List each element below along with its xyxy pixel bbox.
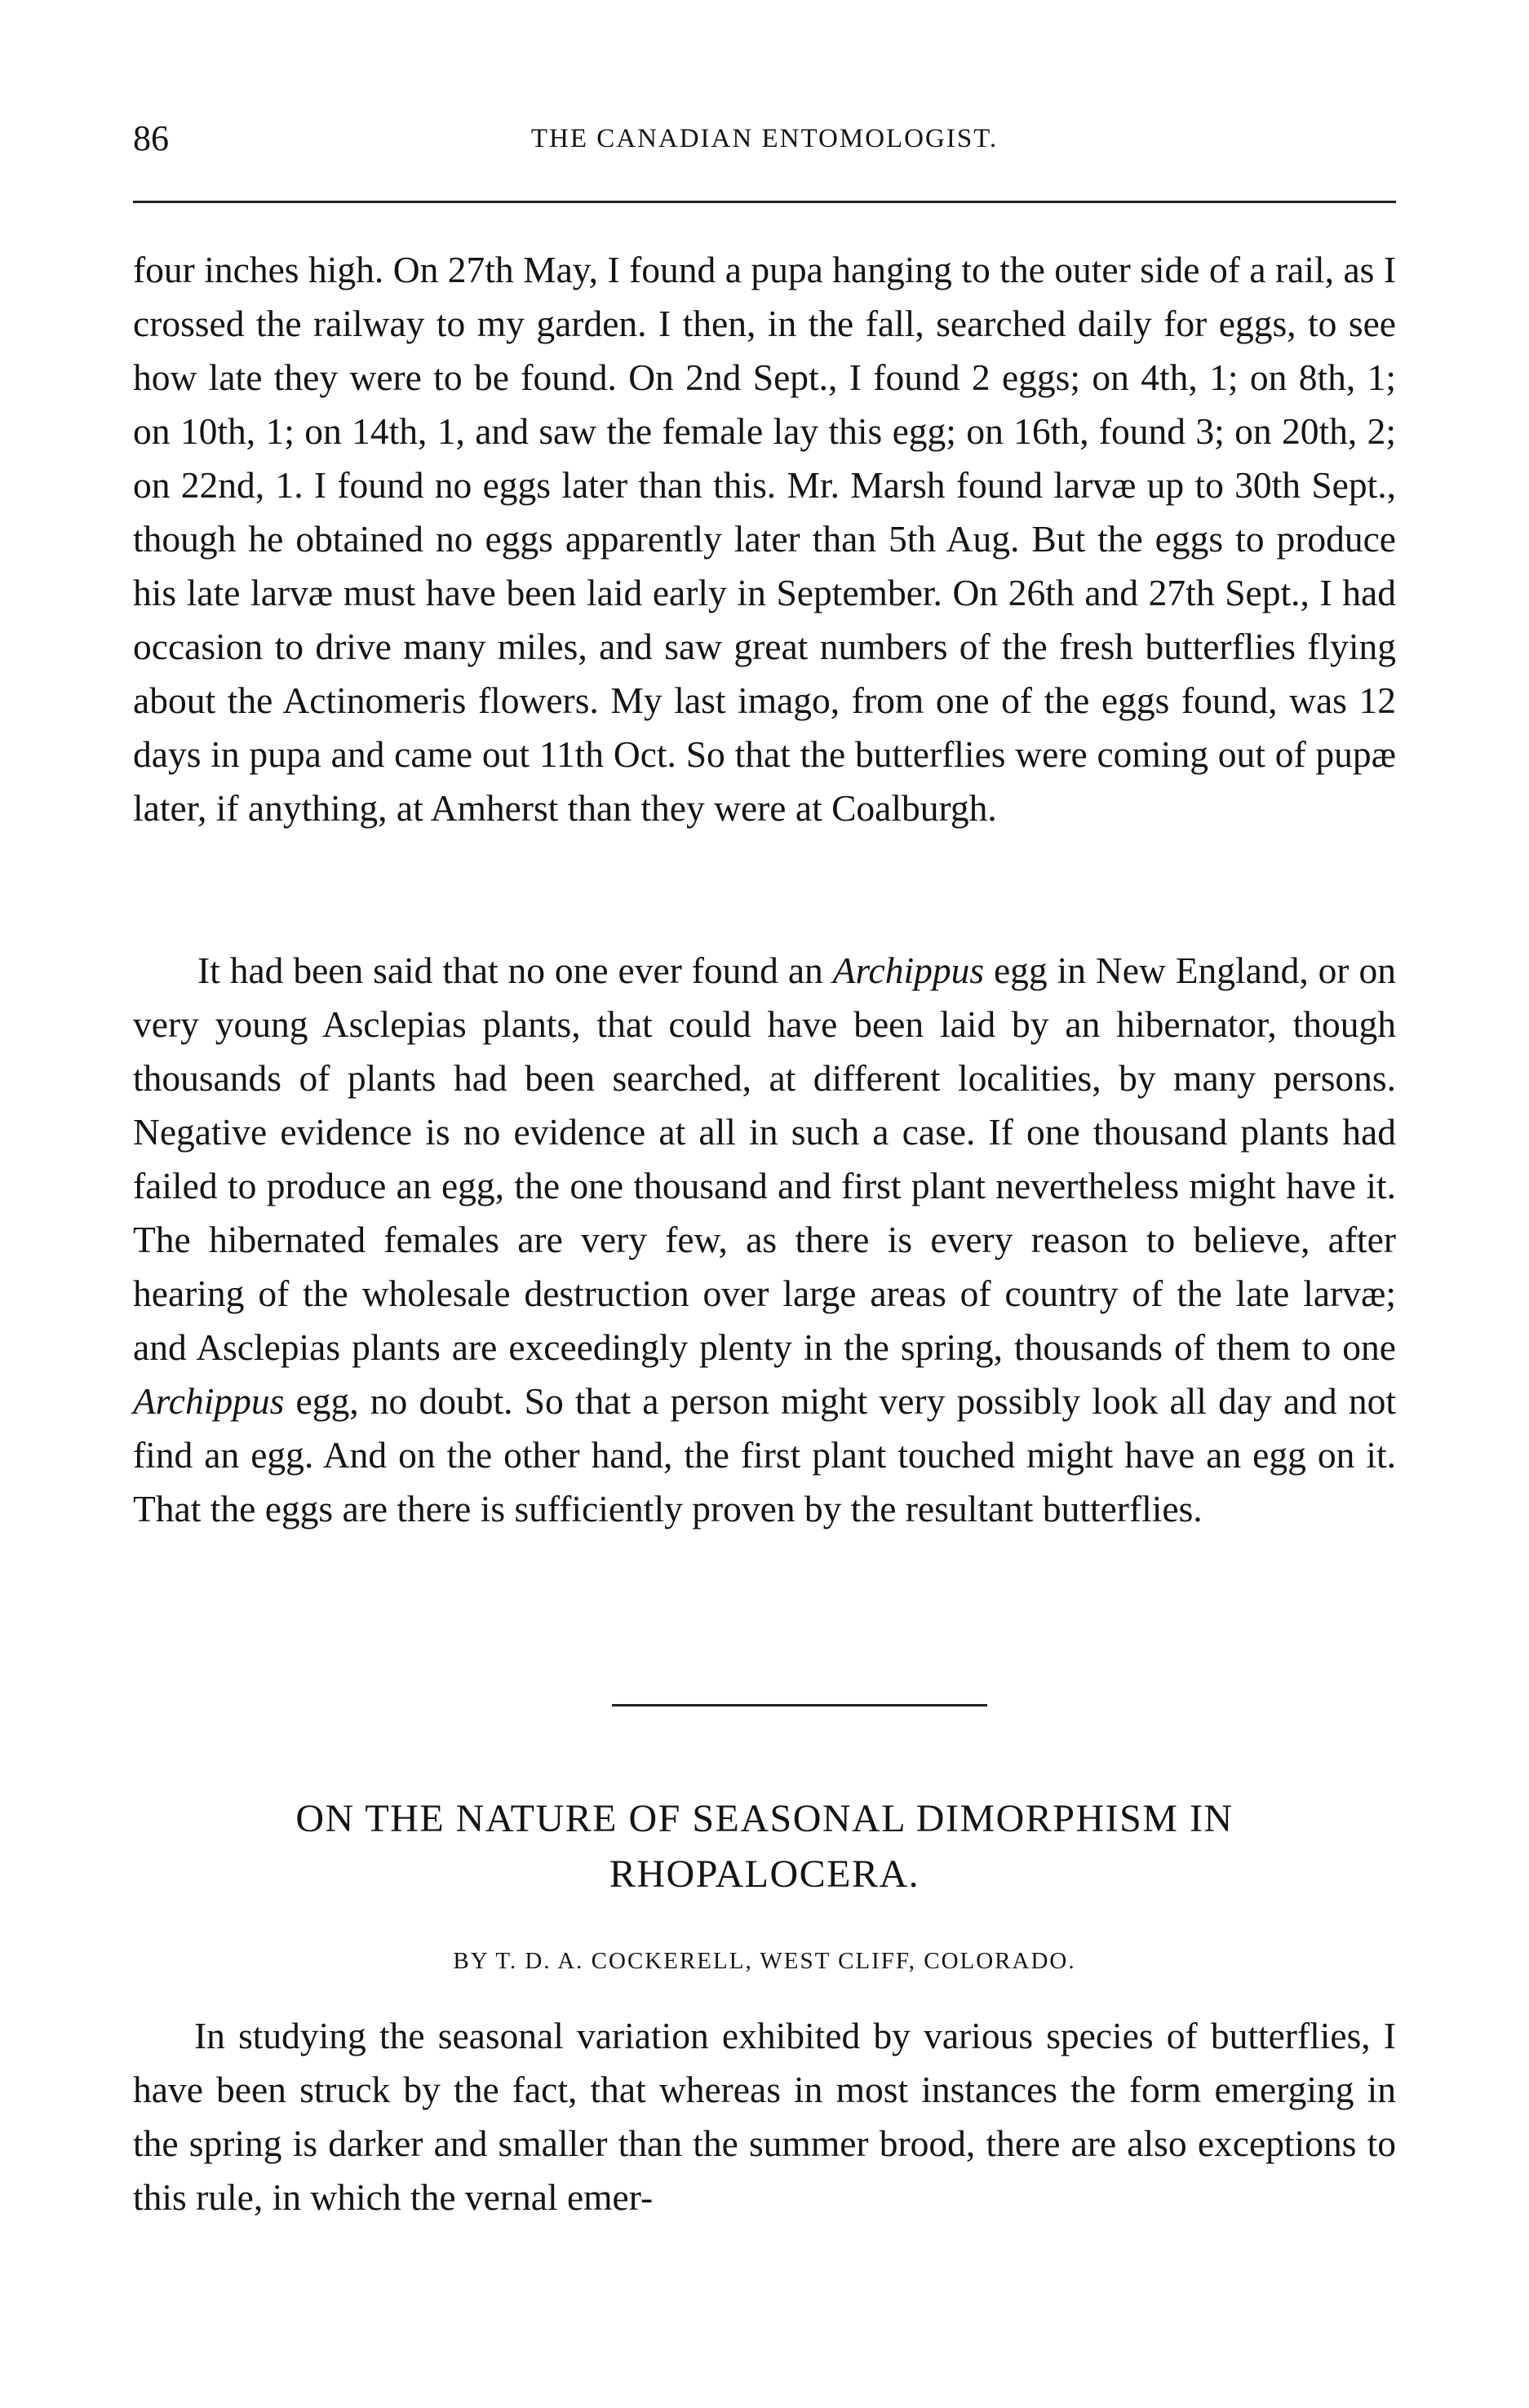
article-title xyxy=(133,1791,1396,1902)
article-paragraph-1 xyxy=(133,2009,1396,2224)
page-number: 86 xyxy=(133,118,169,158)
paragraph-text: four inches high. On 27th May, I found a pupa hanging to the outer side of a rail, as I crossed the railway to my garden. I then, in the fall, searched daily for eggs, to see how late they were to be found. On 2nd Sept., I found 2 eggs; on 4th, 1; on 8th, 1; on 10th, 1; on 14th, 1, and saw the female lay this egg; on 16th, found 3; on 20th, 2; on 22nd, 1. I found no eggs later than this. Mr. Marsh found larvæ up to 30th Sept., though he obtained no eggs apparently later than 5th Aug. But the eggs to produce his late larvæ must have been laid early in September. On 26th and 27th Sept., I had occasion to drive many miles, and saw great numbers of the fresh butterflies flying about the Actinomeris flowers. My last imago, from one of the eggs found, was 12 days in pupa and came out 11th Oct. So that the butterflies were coming out of pupæ later, if anything, at Amherst than they were at Coalburgh. xyxy=(133,249,1396,829)
text-run: egg in New England, or on very young Asclepias plants, that could have been laid by an hibernator, though thousands of plants had been searched, at different localities, by many persons. Negative evidence is no evidence at all in such a case. If one thousand plants had failed to produce an egg, the one thousand and first plant nevertheless might have it. The hibernated females are very few, as there is every reason to believe, after hearing of the wholesale destruction over large areas of country of the late larvæ; and Asclepias plants are exceedingly plenty in the spring, thousands of them to one xyxy=(133,949,1396,1368)
species-name: Archippus xyxy=(133,1380,285,1422)
page-header xyxy=(133,114,1396,163)
section-divider xyxy=(612,1704,987,1706)
species-name: Archippus xyxy=(832,949,985,991)
text-run: egg, no doubt. So that a person might very possibly look all day and not find an egg. And on the other hand, the first plant touched might have an egg on it. That the eggs are there is sufficiently proven by the resultant butterflies. xyxy=(133,1380,1396,1529)
running-head: THE CANADIAN ENTOMOLOGIST. xyxy=(530,124,999,153)
paragraph-text xyxy=(133,944,1396,1536)
paragraph-text: In studying the seasonal variation exhibited by various species of butterflies, I have been struck by the fact, that whereas in most instances the form emerging in the spring is darker and smaller than the summer brood, there are also exceptions to this rule, in which the vernal emer- xyxy=(133,2015,1396,2218)
text-run: It had been said that no one ever found an xyxy=(197,949,833,991)
article-title-line-2: RHOPALOCERA. xyxy=(609,1852,920,1896)
body-paragraph-2 xyxy=(133,944,1396,1536)
article-byline: BY T. D. A. COCKERELL, WEST CLIFF, COLORADO. xyxy=(453,1948,1076,1974)
article-title-line-1: ON THE NATURE OF SEASONAL DIMORPHISM IN xyxy=(295,1797,1234,1840)
header-rule xyxy=(133,201,1396,203)
body-paragraph-1 xyxy=(133,243,1396,835)
